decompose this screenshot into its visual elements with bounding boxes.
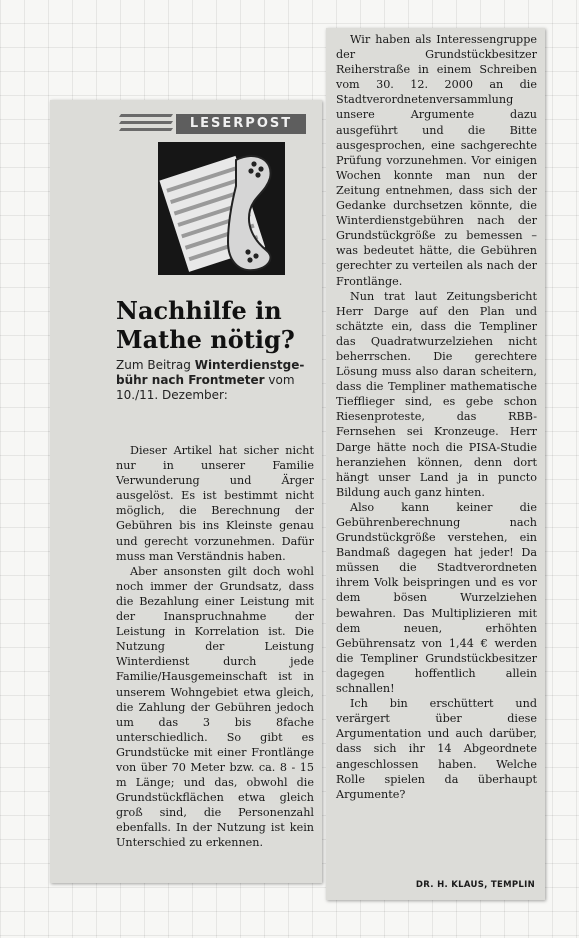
headline-line-1: Nachhilfe in [116,296,282,325]
paragraph: Dieser Artikel hat sicher nicht nur in unserer Familie Verwunderung und Ärger ausgelöst. Es ist bestimmt nicht möglich, die Berechnung der Gebühren bis ins Kleinste genau und gerecht vorzunehmen. Dafür muss man Verständnis haben. [116,444,314,563]
telephone-icon [158,142,285,275]
section-header [120,112,320,136]
subhead [116,358,321,403]
subhead-article-title: Winterdienstge-bühr nach Frontmeter [116,358,305,387]
headline [116,296,316,354]
subhead-date: vom 10./11. Dezember: [116,373,295,402]
paragraph: Nun trat laut Zeitungsbericht Herr Darge auf den Plan und schätzte ein, dass die Templiner das Quadratwurzelziehen nicht beherrschen. Die gerechtere Lösung muss also daran scheitern, dass die Templiner mathematische Tiefflieger sind, es gebe schon Riesenproteste, das RBB-Fernsehen sei Kronzeuge. Herr Darge hätte noch die PISA-Studie heranziehen können, denn dort hängt unser Land ja in puncto Bildung auch ganz hinten. [336,289,537,499]
right-body-text [336,32,537,802]
paragraph: Aber ansonsten gilt doch wohl noch immer der Grundsatz, dass die Bezahlung einer Leistung mit der Inanspruchnahme der Leistung in Korrelation ist. Die Nutzung der Leistung Winterdienst durch jede Familie/Hausgemeinschaft ist in unserem Wohngebiet etwa gleich, die Zahlung der Gebühren jedoch um das 3 bis 8fache unterschiedlich. So gibt es Grundstücke mit einer Frontlänge von über 70 Meter bzw. ca. 8 - 15 m Länge; und das, obwohl die Grundstückflächen etwa gleich groß sind, die Personenzahl ebenfalls. In der Nutzung ist kein Unterschied zu erkennen. [116,564,314,850]
author-signature: DR. H. KLAUS, TEMPLIN [415,880,535,890]
subhead-intro: Zum Beitrag [116,358,195,372]
paragraph: Ich bin erschüttert und verärgert über diese Argumentation und auch darüber, dass sich ihr 14 Abgeordnete angeschlossen haben. Welche Rolle spielen da überhaupt Argumente? [336,697,537,801]
paragraph: Also kann keiner die Gebührenberechnung nach Grundstückgröße verstehen, ein Bandmaß dagegen hat jeder! Da müssen die Stadtverordneten ihrem Volk beispringen und es vor dem bösen Wurzelziehen bewahren. Das Multiplizieren mit dem neuen, erhöhten Gebührensatz von 1,44 € werden die Templiner Grundstückbesitzer dagegen hoffentlich allein schnallen! [336,500,537,696]
chevron-stripes-icon [120,114,172,132]
section-label: LESERPOST [176,114,306,134]
left-body-text [116,443,314,851]
right-clipping [326,28,545,900]
paragraph: Wir haben als Interessengruppe der Grundstückbesitzer Reiherstraße in einem Schreiben vom 30. 12. 2000 an die Stadtverordnetenversammlung unsere Argumente dazu ausgeführt und die Bitte ausgesprochen, eine sachgerechte Prüfung vorzunehmen. Vor einigen Wochen konnte man nun der Zeitung entnehmen, dass sich der Gedanke durchsetzen könnte, die Winterdienstgebühren nach der Grundstückgröße zu bemessen – was bedeutet hätte, die Gebühren gerechter zu verteilen als nach der Frontlänge. [336,33,537,288]
headline-line-2: Mathe nötig? [116,325,295,354]
